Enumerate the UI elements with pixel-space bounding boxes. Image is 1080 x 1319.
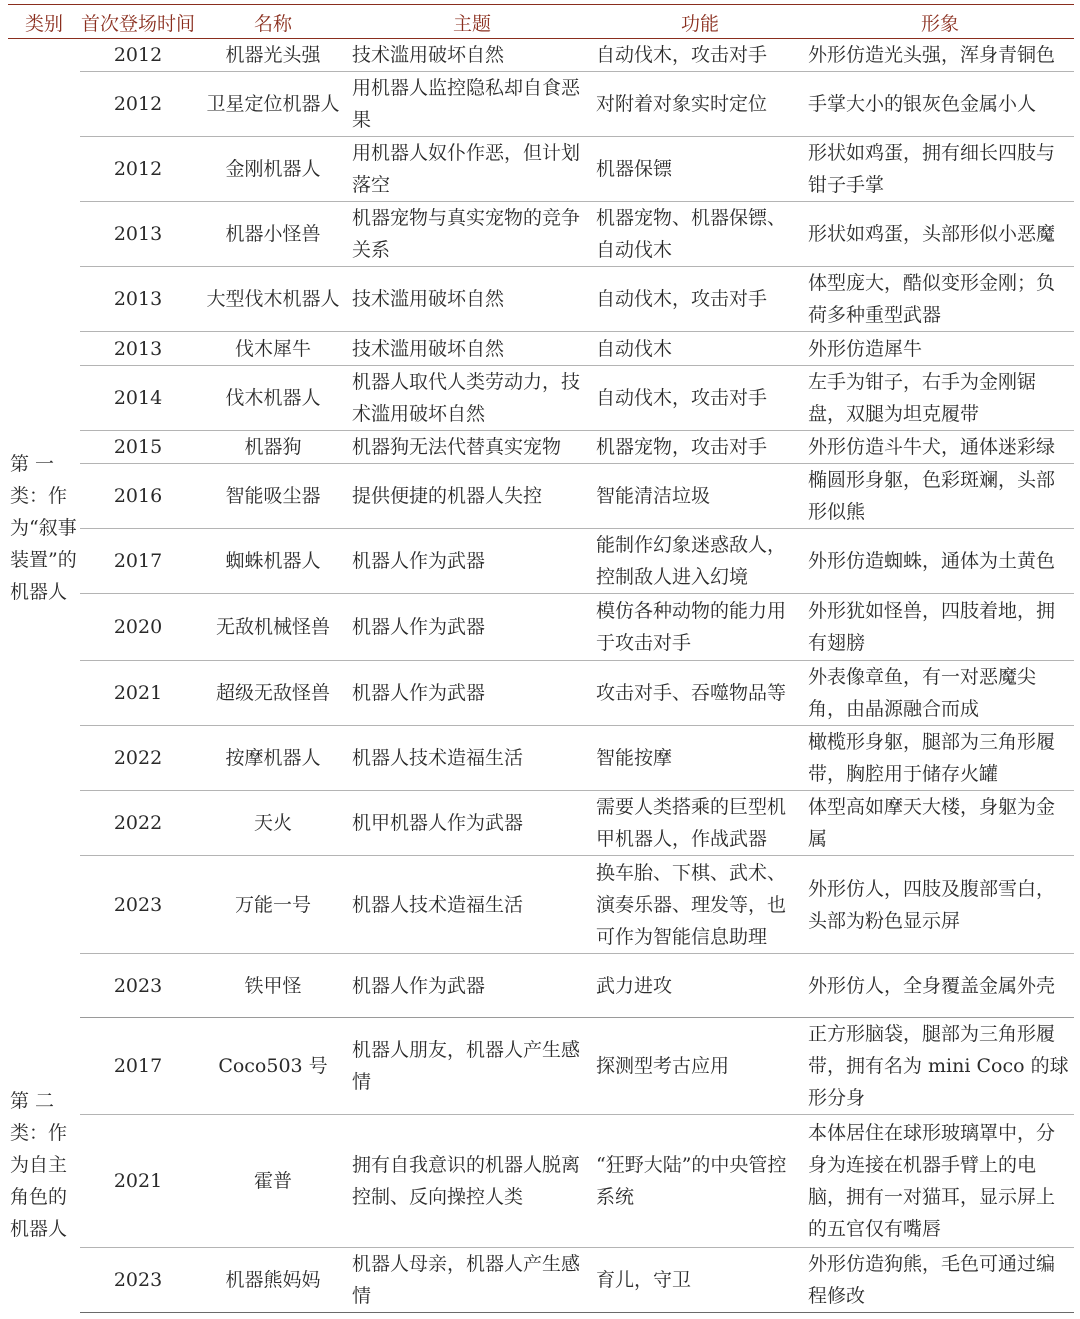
function-cell: 机器宠物，攻击对手 — [594, 431, 806, 464]
theme-cell: 机器人母亲，机器人产生感情 — [350, 1248, 594, 1313]
name-cell: 按摩机器人 — [196, 726, 350, 791]
name-cell: 金刚机器人 — [196, 137, 350, 202]
function-cell: “狂野大陆”的中央管控系统 — [594, 1115, 806, 1248]
theme-cell: 机器人技术造福生活 — [350, 726, 594, 791]
image-cell: 外形仿人，四肢及腹部雪白，头部为粉色显示屏 — [806, 856, 1074, 954]
image-cell: 外形仿人，全身覆盖金属外壳 — [806, 954, 1074, 1018]
year-cell: 2022 — [80, 726, 196, 791]
table-body — [8, 39, 1074, 1313]
header-image: 形象 — [920, 12, 959, 35]
year-cell: 2013 — [80, 267, 196, 332]
image-cell: 形状如鸡蛋，头部形似小恶魔 — [806, 202, 1074, 267]
name-cell: 机器小怪兽 — [196, 202, 350, 267]
image-cell: 橄榄形身躯，腿部为三角形履带，胸腔用于储存火罐 — [806, 726, 1074, 791]
function-cell: 机器宠物、机器保镖、自动伐木 — [594, 202, 806, 267]
table-row — [8, 1115, 1074, 1248]
year-cell: 2021 — [80, 661, 196, 726]
name-cell: 铁甲怪 — [196, 954, 350, 1018]
name-cell: 大型伐木机器人 — [196, 267, 350, 332]
table-row — [8, 267, 1074, 332]
image-cell: 椭圆形身躯，色彩斑斓，头部形似熊 — [806, 464, 1074, 529]
name-cell: 天火 — [196, 791, 350, 856]
table-row — [8, 594, 1074, 661]
table-row — [8, 661, 1074, 726]
table-row — [8, 529, 1074, 594]
function-cell: 自动伐木，攻击对手 — [594, 267, 806, 332]
image-cell: 本体居住在球形玻璃罩中，分身为连接在机器手臂上的电脑，拥有一对猫耳，显示屏上的五官仅有嘴唇 — [806, 1115, 1074, 1248]
image-cell: 外形仿造狗熊，毛色可通过编程修改 — [806, 1248, 1074, 1313]
year-cell: 2013 — [80, 202, 196, 267]
image-cell: 形状如鸡蛋，拥有细长四肢与钳子手掌 — [806, 137, 1074, 202]
theme-cell: 用机器人奴仆作恶，但计划落空 — [350, 137, 594, 202]
theme-cell: 机器人取代人类劳动力，技术滥用破坏自然 — [350, 366, 594, 431]
function-cell: 模仿各种动物的能力用于攻击对手 — [594, 594, 806, 661]
header-function: 功能 — [680, 12, 719, 35]
function-cell: 换车胎、下棋、武术、演奏乐器、理发等，也可作为智能信息助理 — [594, 856, 806, 954]
function-cell: 机器保镖 — [594, 137, 806, 202]
header-first-appearance: 首次登场时间 — [80, 12, 195, 35]
robot-table — [8, 6, 1074, 1313]
image-cell: 体型高如摩天大楼，身躯为金属 — [806, 791, 1074, 856]
theme-cell: 机器人作为武器 — [350, 661, 594, 726]
table-row — [8, 1018, 1074, 1115]
table-row — [8, 1248, 1074, 1313]
table-row — [8, 431, 1074, 464]
function-cell: 育儿，守卫 — [594, 1248, 806, 1313]
table-row — [8, 791, 1074, 856]
name-cell: 卫星定位机器人 — [196, 72, 350, 137]
header-name: 名称 — [253, 12, 292, 35]
table-row — [8, 137, 1074, 202]
name-cell: Coco503 号 — [196, 1018, 350, 1115]
table-row — [8, 366, 1074, 431]
image-cell: 外表像章鱼，有一对恶魔尖角，由晶源融合而成 — [806, 661, 1074, 726]
year-cell: 2023 — [80, 954, 196, 1018]
name-cell: 机器光头强 — [196, 39, 350, 72]
theme-cell: 技术滥用破坏自然 — [350, 332, 594, 366]
theme-cell: 机器狗无法代替真实宠物 — [350, 431, 594, 464]
year-cell: 2023 — [80, 1248, 196, 1313]
image-cell: 外形仿造犀牛 — [806, 332, 1074, 366]
name-cell: 伐木犀牛 — [196, 332, 350, 366]
function-cell: 自动伐木，攻击对手 — [594, 39, 806, 72]
function-cell: 自动伐木，攻击对手 — [594, 366, 806, 431]
function-cell: 能制作幻象迷惑敌人，控制敌人进入幻境 — [594, 529, 806, 594]
theme-cell: 拥有自我意识的机器人脱离控制、反向操控人类 — [350, 1115, 594, 1248]
table-row — [8, 72, 1074, 137]
year-cell: 2017 — [80, 1018, 196, 1115]
table-row — [8, 954, 1074, 1018]
theme-cell: 技术滥用破坏自然 — [350, 39, 594, 72]
year-cell: 2017 — [80, 529, 196, 594]
name-cell: 万能一号 — [196, 856, 350, 954]
year-cell: 2016 — [80, 464, 196, 529]
theme-cell: 技术滥用破坏自然 — [350, 267, 594, 332]
name-cell: 智能吸尘器 — [196, 464, 350, 529]
image-cell: 外形仿造蜘蛛，通体为土黄色 — [806, 529, 1074, 594]
table-row — [8, 202, 1074, 267]
function-cell: 探测型考古应用 — [594, 1018, 806, 1115]
year-cell: 2020 — [80, 594, 196, 661]
name-cell: 伐木机器人 — [196, 366, 350, 431]
year-cell: 2015 — [80, 431, 196, 464]
theme-cell: 机器人朋友，机器人产生感情 — [350, 1018, 594, 1115]
year-cell: 2014 — [80, 366, 196, 431]
table-row — [8, 39, 1074, 72]
header-theme: 主题 — [452, 12, 491, 35]
theme-cell: 机器人作为武器 — [350, 594, 594, 661]
table-row — [8, 856, 1074, 954]
table-row — [8, 332, 1074, 366]
image-cell: 外形仿造斗牛犬，通体迷彩绿 — [806, 431, 1074, 464]
theme-cell: 机甲机器人作为武器 — [350, 791, 594, 856]
year-cell: 2022 — [80, 791, 196, 856]
name-cell: 超级无敌怪兽 — [196, 661, 350, 726]
function-cell: 智能按摩 — [594, 726, 806, 791]
top-rule — [8, 4, 1074, 5]
year-cell: 2012 — [80, 72, 196, 137]
image-cell: 手掌大小的银灰色金属小人 — [806, 72, 1074, 137]
function-cell: 武力进攻 — [594, 954, 806, 1018]
name-cell: 无敌机械怪兽 — [196, 594, 350, 661]
year-cell: 2013 — [80, 332, 196, 366]
function-cell: 攻击对手、吞噬物品等 — [594, 661, 806, 726]
name-cell: 机器狗 — [196, 431, 350, 464]
function-cell: 需要人类搭乘的巨型机甲机器人，作战武器 — [594, 791, 806, 856]
category-cell: 第 二 类：作为自主角色的机器人 — [10, 1090, 68, 1240]
table-row — [8, 726, 1074, 791]
function-cell: 对附着对象实时定位 — [594, 72, 806, 137]
theme-cell: 机器宠物与真实宠物的竞争关系 — [350, 202, 594, 267]
header-category: 类别 — [24, 12, 63, 35]
year-cell: 2012 — [80, 137, 196, 202]
year-cell: 2021 — [80, 1115, 196, 1248]
year-cell: 2012 — [80, 39, 196, 72]
name-cell: 机器熊妈妈 — [196, 1248, 350, 1313]
image-cell: 体型庞大，酷似变形金刚；负荷多种重型武器 — [806, 267, 1074, 332]
theme-cell: 提供便捷的机器人失控 — [350, 464, 594, 529]
header-row — [8, 6, 1074, 39]
image-cell: 外形犹如怪兽，四肢着地，拥有翅膀 — [806, 594, 1074, 661]
image-cell: 左手为钳子，右手为金刚锯盘，双腿为坦克履带 — [806, 366, 1074, 431]
table-row — [8, 464, 1074, 529]
theme-cell: 机器人技术造福生活 — [350, 856, 594, 954]
name-cell: 蜘蛛机器人 — [196, 529, 350, 594]
function-cell: 自动伐木 — [594, 332, 806, 366]
theme-cell: 机器人作为武器 — [350, 529, 594, 594]
function-cell: 智能清洁垃圾 — [594, 464, 806, 529]
name-cell: 霍普 — [196, 1115, 350, 1248]
theme-cell: 机器人作为武器 — [350, 954, 594, 1018]
category-cell: 第 一 类：作为“叙事装置”的机器人 — [10, 453, 77, 604]
theme-cell: 用机器人监控隐私却自食恶果 — [350, 72, 594, 137]
year-cell: 2023 — [80, 856, 196, 954]
image-cell: 外形仿造光头强，浑身青铜色 — [806, 39, 1074, 72]
image-cell: 正方形脑袋，腿部为三角形履带，拥有名为 mini Coco 的球形分身 — [806, 1018, 1074, 1115]
